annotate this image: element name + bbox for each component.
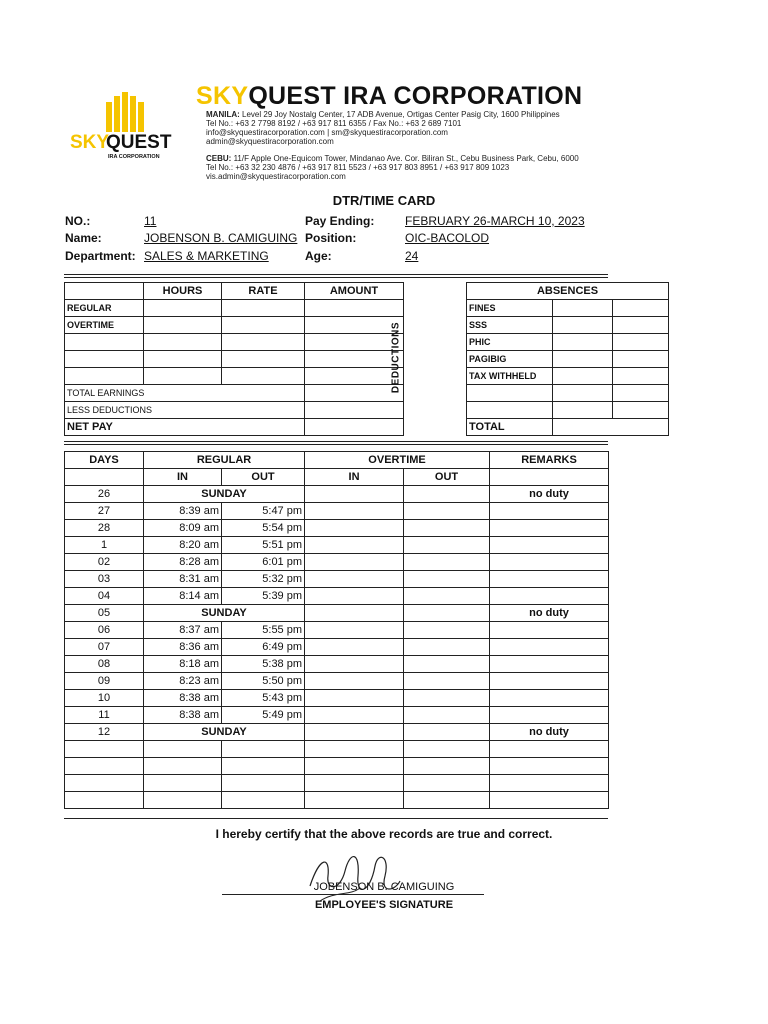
cell (144, 317, 222, 334)
cell (222, 317, 305, 334)
col-days: DAYS (65, 452, 144, 469)
dtr-regular-out (222, 775, 305, 792)
dtr-regular-in: 8:09 am (144, 520, 222, 537)
dtr-overtime-in (305, 690, 404, 707)
dtr-regular-in (144, 741, 222, 758)
certification-statement: I hereby certify that the above records are true and correct. (215, 827, 553, 841)
dtr-regular-out (222, 758, 305, 775)
cebu-label: CEBU: (206, 154, 232, 163)
dtr-row (65, 554, 609, 571)
dtr-regular-out: 5:39 pm (222, 588, 305, 605)
dtr-overtime-in (305, 724, 404, 741)
cell (144, 334, 222, 351)
row-fines: FINES (467, 300, 553, 317)
cell (305, 385, 404, 402)
dtr-regular-in (144, 758, 222, 775)
dtr-overtime-in (305, 673, 404, 690)
row-tax-withheld: TAX WITHHELD (467, 368, 553, 385)
dtr-overtime-out (404, 605, 490, 622)
manila-line-1 (206, 110, 560, 119)
dtr-overtime-in (305, 605, 404, 622)
cell (65, 469, 144, 486)
dtr-overtime-in (305, 571, 404, 588)
dtr-regular-in: 8:36 am (144, 639, 222, 656)
dtr-remarks (490, 503, 609, 520)
row-regular: REGULAR (65, 300, 144, 317)
dtr-day: 05 (65, 605, 144, 622)
dtr-row (65, 656, 609, 673)
row-total: TOTAL (467, 419, 553, 436)
dtr-overtime-out (404, 673, 490, 690)
dtr-regular-in: 8:37 am (144, 622, 222, 639)
dtr-regular-in: 8:23 am (144, 673, 222, 690)
dtr-day: 02 (65, 554, 144, 571)
dtr-day: 12 (65, 724, 144, 741)
dtr-row (65, 605, 609, 622)
cell (553, 385, 613, 402)
cell (553, 317, 613, 334)
dtr-sunday: SUNDAY (144, 724, 305, 741)
dtr-row (65, 588, 609, 605)
cell (305, 419, 404, 436)
dtr-remarks (490, 792, 609, 809)
dtr-regular-in: 8:39 am (144, 503, 222, 520)
dtr-remarks (490, 588, 609, 605)
dtr-remarks (490, 622, 609, 639)
dtr-remarks (490, 673, 609, 690)
dtr-sunday: SUNDAY (144, 605, 305, 622)
dtr-overtime-out (404, 571, 490, 588)
dtr-regular-out: 5:54 pm (222, 520, 305, 537)
col-absences: ABSENCES (467, 283, 669, 300)
dtr-row (65, 792, 609, 809)
signature-line (222, 894, 484, 895)
cell (613, 317, 669, 334)
col-amount: AMOUNT (305, 283, 404, 300)
col-rate: RATE (222, 283, 305, 300)
col-overtime-out: OUT (404, 469, 490, 486)
dtr-overtime-out (404, 707, 490, 724)
company-name (196, 82, 582, 111)
dtr-overtime-out (404, 724, 490, 741)
dtr-regular-out: 5:43 pm (222, 690, 305, 707)
cell (553, 419, 669, 436)
dtr-remarks (490, 520, 609, 537)
handwritten-signature (300, 846, 420, 906)
dtr-day: 06 (65, 622, 144, 639)
dtr-remarks (490, 758, 609, 775)
dtr-day: 11 (65, 707, 144, 724)
row-net-pay: NET PAY (65, 419, 305, 436)
col-regular: REGULAR (144, 452, 305, 469)
dtr-table (64, 451, 609, 809)
dtr-overtime-in (305, 537, 404, 554)
dtr-row (65, 707, 609, 724)
dtr-overtime-in (305, 486, 404, 503)
dtr-day: 04 (65, 588, 144, 605)
dtr-remarks (490, 639, 609, 656)
no-label: NO.: (65, 214, 91, 228)
dtr-row (65, 537, 609, 554)
dtr-regular-out: 5:47 pm (222, 503, 305, 520)
cell (613, 300, 669, 317)
dtr-row (65, 775, 609, 792)
cell (65, 368, 144, 385)
cell (222, 300, 305, 317)
dtr-row (65, 724, 609, 741)
dtr-overtime-out (404, 792, 490, 809)
col-hours: HOURS (144, 283, 222, 300)
dtr-row (65, 673, 609, 690)
dtr-regular-out: 5:51 pm (222, 537, 305, 554)
dtr-row (65, 503, 609, 520)
position-value: OIC-BACOLOD (405, 231, 490, 245)
dtr-regular-out: 5:50 pm (222, 673, 305, 690)
name-label: Name: (65, 231, 102, 245)
dtr-day: 1 (65, 537, 144, 554)
dtr-day: 03 (65, 571, 144, 588)
dtr-regular-in: 8:14 am (144, 588, 222, 605)
cell (613, 351, 669, 368)
cell (305, 300, 404, 317)
dtr-remarks (490, 656, 609, 673)
dtr-day: 28 (65, 520, 144, 537)
dtr-row (65, 520, 609, 537)
dtr-remarks (490, 537, 609, 554)
dtr-overtime-out (404, 690, 490, 707)
col-regular-in: IN (144, 469, 222, 486)
dtr-day (65, 775, 144, 792)
dtr-overtime-out (404, 656, 490, 673)
dtr-overtime-in (305, 775, 404, 792)
dtr-day (65, 792, 144, 809)
dtr-regular-in: 8:31 am (144, 571, 222, 588)
dtr-regular-out: 5:49 pm (222, 707, 305, 724)
dtr-day (65, 758, 144, 775)
deductions-column (404, 300, 467, 436)
dtr-regular-in: 8:20 am (144, 537, 222, 554)
dtr-overtime-in (305, 792, 404, 809)
cebu-line-1 (206, 154, 579, 163)
dtr-remarks: no duty (490, 605, 609, 622)
dtr-row (65, 690, 609, 707)
dtr-overtime-in (305, 741, 404, 758)
cell (490, 469, 609, 486)
dtr-row (65, 758, 609, 775)
dtr-regular-in (144, 792, 222, 809)
dtr-remarks (490, 775, 609, 792)
dtr-overtime-out (404, 639, 490, 656)
dtr-regular-in: 8:28 am (144, 554, 222, 571)
dtr-overtime-in (305, 622, 404, 639)
dtr-overtime-in (305, 503, 404, 520)
cell (305, 402, 404, 419)
signature-label: EMPLOYEE'S SIGNATURE (314, 899, 454, 911)
dtr-overtime-in (305, 554, 404, 571)
cell (467, 385, 553, 402)
dtr-overtime-in (305, 520, 404, 537)
cell (613, 402, 669, 419)
dtr-remarks: no duty (490, 486, 609, 503)
cell (305, 334, 404, 351)
dtr-regular-in: 8:18 am (144, 656, 222, 673)
col-remarks: REMARKS (490, 452, 609, 469)
row-sss: SSS (467, 317, 553, 334)
deductions-gap (404, 283, 467, 300)
dtr-regular-out (222, 741, 305, 758)
dtr-overtime-out (404, 554, 490, 571)
dtr-regular-out: 5:32 pm (222, 571, 305, 588)
name-value: JOBENSON B. CAMIGUING (144, 231, 298, 245)
dtr-overtime-out (404, 622, 490, 639)
company-name-accent: SKY (196, 82, 249, 110)
dtr-overtime-out (404, 588, 490, 605)
company-logo (68, 92, 188, 164)
dtr-overtime-out (404, 486, 490, 503)
cell (222, 334, 305, 351)
manila-line-2: Tel No.: +63 2 7798 8192 / +63 917 811 6355 / Fax No.: +63 2 689 7101 (206, 119, 462, 128)
dtr-overtime-in (305, 758, 404, 775)
dtr-regular-in (144, 775, 222, 792)
dtr-overtime-out (404, 758, 490, 775)
cell (553, 351, 613, 368)
dtr-regular-out (222, 792, 305, 809)
dtr-regular-in: 8:38 am (144, 690, 222, 707)
earnings-header-blank (65, 283, 144, 300)
cell (305, 368, 404, 385)
cebu-line-3: vis.admin@skyquestiracorporation.com (206, 172, 346, 181)
cell (613, 385, 669, 402)
cebu-line-2: Tel No.: +63 32 230 4876 / +63 917 811 5523 / +63 917 803 8951 / +63 917 809 1023 (206, 163, 510, 172)
row-pagibig: PAGIBIG (467, 351, 553, 368)
dtr-day: 26 (65, 486, 144, 503)
logo-word-sky: SKY (70, 132, 110, 153)
department-label: Department: (65, 249, 136, 263)
cell (222, 368, 305, 385)
cell (144, 368, 222, 385)
dtr-remarks (490, 707, 609, 724)
dtr-overtime-in (305, 707, 404, 724)
logo-subtitle: IRA CORPORATION (108, 154, 160, 160)
dtr-overtime-in (305, 639, 404, 656)
col-regular-out: OUT (222, 469, 305, 486)
cell (467, 402, 553, 419)
department-value: SALES & MARKETING (144, 249, 269, 263)
company-name-rest: QUEST IRA CORPORATION (248, 82, 583, 110)
pay-ending-label: Pay Ending: (305, 214, 375, 228)
dtr-row (65, 486, 609, 503)
dtr-remarks (490, 571, 609, 588)
dtr-remarks (490, 690, 609, 707)
cell (222, 351, 305, 368)
age-label: Age: (305, 249, 332, 263)
dtr-sunday: SUNDAY (144, 486, 305, 503)
cell (65, 334, 144, 351)
dtr-regular-out: 5:38 pm (222, 656, 305, 673)
cell (65, 351, 144, 368)
dtr-remarks (490, 741, 609, 758)
cell (553, 300, 613, 317)
dtr-regular-in: 8:38 am (144, 707, 222, 724)
manila-line-3: info@skyquestiracorporation.com | sm@skyquestiracorporation.com (206, 128, 448, 137)
double-rule-middle (64, 441, 608, 445)
dtr-day: 27 (65, 503, 144, 520)
dtr-regular-out: 6:49 pm (222, 639, 305, 656)
row-less-deductions: LESS DEDUCTIONS (65, 402, 305, 419)
cell (553, 368, 613, 385)
dtr-overtime-out (404, 537, 490, 554)
row-phic: PHIC (467, 334, 553, 351)
pay-ending-value: FEBRUARY 26-MARCH 10, 2023 (405, 214, 585, 228)
dtr-remarks (490, 554, 609, 571)
dtr-overtime-out (404, 520, 490, 537)
dtr-remarks: no duty (490, 724, 609, 741)
cell (305, 317, 404, 334)
manila-line-4: admin@skyquestiracorporation.com (206, 137, 334, 146)
col-overtime: OVERTIME (305, 452, 490, 469)
document-title: DTR/TIME CARD (332, 193, 436, 208)
row-total-earnings: TOTAL EARNINGS (65, 385, 305, 402)
dtr-regular-out: 6:01 pm (222, 554, 305, 571)
double-rule-top (64, 274, 608, 278)
dtr-day: 09 (65, 673, 144, 690)
dtr-row (65, 571, 609, 588)
dtr-day: 07 (65, 639, 144, 656)
dtr-day: 08 (65, 656, 144, 673)
age-value: 24 (405, 249, 419, 263)
dtr-overtime-in (305, 656, 404, 673)
dtr-row (65, 741, 609, 758)
cell (144, 351, 222, 368)
manila-label: MANILA: (206, 110, 240, 119)
dtr-overtime-in (305, 588, 404, 605)
deductions-vertical-label: DEDUCTIONS (390, 321, 402, 394)
position-label: Position: (305, 231, 357, 245)
signer-name: JOBENSON B. CAMIGUING (313, 881, 455, 893)
earnings-table (64, 282, 669, 436)
cell (613, 368, 669, 385)
dtr-overtime-out (404, 775, 490, 792)
dtr-regular-out: 5:55 pm (222, 622, 305, 639)
cell (305, 351, 404, 368)
cell (613, 334, 669, 351)
row-overtime: OVERTIME (65, 317, 144, 334)
dtr-row (65, 622, 609, 639)
logo-word-quest: QUEST (106, 132, 172, 153)
dtr-overtime-out (404, 741, 490, 758)
col-overtime-in: IN (305, 469, 404, 486)
no-value: 11 (144, 214, 157, 228)
manila-address: Level 29 Joy Nostalg Center, 17 ADB Avenue, Ortigas Center Pasig City, 1600 Philippines (242, 110, 560, 119)
dtr-row (65, 639, 609, 656)
cell (553, 402, 613, 419)
dtr-day (65, 741, 144, 758)
cebu-address: 11/F Apple One-Equicom Tower, Mindanao Ave. Cor. Biliran St., Cebu Business Park, Cebu, 6000 (233, 154, 579, 163)
cell (144, 300, 222, 317)
dtr-overtime-out (404, 503, 490, 520)
dtr-day: 10 (65, 690, 144, 707)
double-rule-bottom (64, 818, 608, 821)
cell (553, 334, 613, 351)
